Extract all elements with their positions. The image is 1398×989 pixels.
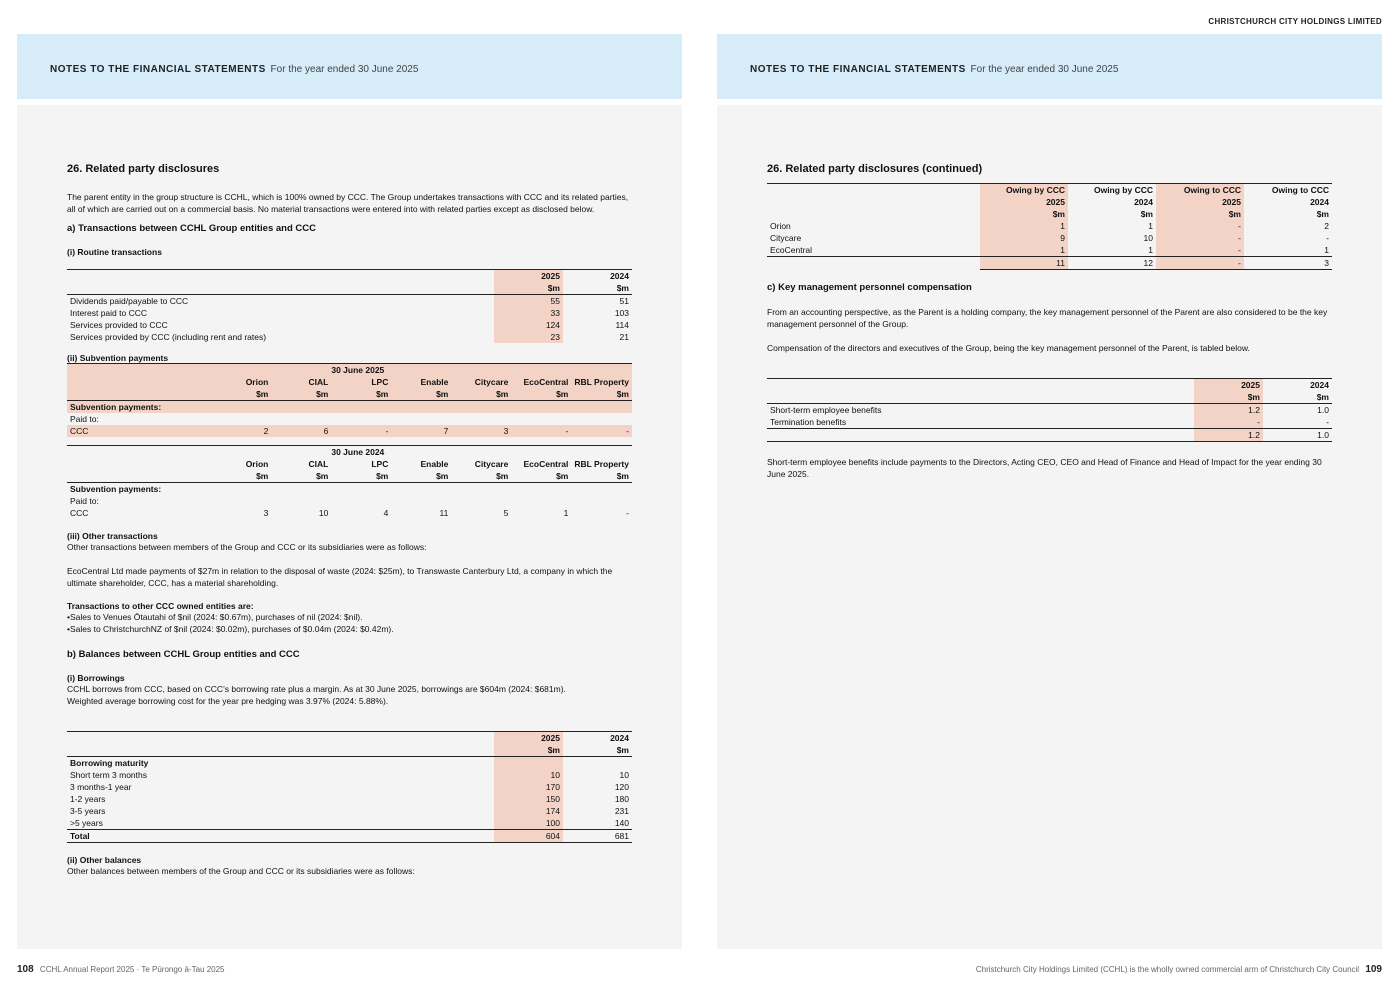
- section-title: 26. Related party disclosures (continued): [767, 163, 983, 175]
- header-subtitle: For the year ended 30 June 2025: [270, 64, 419, 75]
- other-transactions-text: Other transactions between members of the Group and CCC or its subsidiaries were as follows:: [67, 542, 427, 552]
- total-row: Total 604 681: [67, 830, 632, 843]
- unit-label: $m: [563, 282, 632, 295]
- table-row: >5 years 100 140: [67, 817, 632, 830]
- footer-text: CCHL Annual Report 2025 · Te Pūrongo ā-Tau 2025: [39, 965, 225, 974]
- table-row: Short term 3 months 10 10: [70, 770, 629, 780]
- table-row: Citycare 9 10 - -: [770, 233, 1329, 243]
- section-b-heading: b) Balances between CCHL Group entities and CCC: [67, 649, 300, 660]
- kmp-heading: c) Key management personnel compensation: [767, 282, 972, 293]
- footer-right: [976, 964, 1382, 975]
- borrowings-heading: (i) Borrowings: [67, 673, 125, 683]
- table-row: Orion 1 1 - 2: [770, 221, 1329, 231]
- other-balances-heading: (ii) Other balances: [67, 855, 142, 865]
- paid-to-label: Paid to:: [70, 414, 99, 424]
- row-heading: Subvention payments:: [70, 402, 162, 412]
- section-a-heading: a) Transactions between CCHL Group entities and CCC: [67, 223, 316, 234]
- table-row: Termination benefits - -: [767, 416, 1332, 429]
- table-row: CCC 2 6 - 7 3 - -: [67, 425, 632, 437]
- table-row: Services provided by CCC (including rent and rates) 23 21: [70, 332, 629, 342]
- col-header-2025: 2025: [494, 270, 563, 283]
- row-heading: Subvention payments:: [70, 484, 162, 494]
- subvention-2024-table: 30 June 2024 Orion CIAL LPC Enable Citycare EcoCentral RBL Property $m $m $m $m $m $m $m Subvention payments: Paid to: CCC 3 10 4 11 5 1 -: [67, 445, 632, 519]
- table-row: Short-term employee benefits 1.2 1.0: [770, 405, 1329, 415]
- footer-text: Christchurch City Holdings Limited (CCHL) is the wholly owned commercial arm of Christchurch City Council: [975, 965, 1360, 974]
- other-balances-text: Other balances between members of the Group and CCC or its subsidiaries were as follows:: [67, 866, 415, 876]
- table-row: CCC 3 10 4 11 5 1 -: [70, 508, 629, 518]
- table-row: 3-5 years 174 231: [70, 806, 629, 816]
- intro-paragraph: The parent entity in the group structure is CCHL, which is 100% owned by CCC. The Group undertakes transactions with CCC and its related parties, all of which are carried out on a commercial basis. No material transactions were entered into with related parties except as disclosed below.: [67, 192, 629, 214]
- header-subtitle: For the year ended 30 June 2025: [970, 64, 1119, 75]
- left-page: [17, 34, 682, 949]
- routine-heading: (i) Routine transactions: [67, 247, 162, 257]
- table-row: Services provided to CCC 124 114: [70, 320, 629, 330]
- header-title: NOTES TO THE FINANCIAL STATEMENTS: [750, 64, 966, 75]
- right-page-header: [717, 34, 1382, 99]
- right-content: [767, 163, 1332, 480]
- table-row: Dividends paid/payable to CCC 55 51: [70, 296, 629, 306]
- paid-to-label: Paid to:: [70, 496, 99, 506]
- table-row: EcoCentral 1 1 - 1: [767, 244, 1332, 257]
- subvention-heading: (ii) Subvention payments: [67, 353, 169, 363]
- period-2025: 30 June 2025: [331, 364, 451, 377]
- section-title: 26. Related party disclosures: [67, 163, 220, 175]
- total-row: 1.2 1.0: [767, 429, 1332, 442]
- other-entities-heading: Transactions to other CCC owned entities are:: [67, 601, 254, 611]
- ecocentral-text: EcoCentral Ltd made payments of $27m in relation to the disposal of waste (2024: $25m), to Transwaste Canterbury Ltd, a company in which the ultimate shareholder, CCC, has a material shareholding.: [67, 566, 613, 588]
- period-2024: 30 June 2024: [331, 446, 451, 459]
- kmp-table: 2025 2024 $m $m Short-term employee benefits 1.2 1.0 Termination benefits - - 1.2 1.0: [767, 378, 1332, 442]
- unit-label: $m: [494, 282, 563, 295]
- footer-left: [17, 964, 225, 975]
- list-item: • Sales to Venues Ōtautahi of $nil (2024: $0.67m), purchases of nil (2024: $nil).: [67, 611, 632, 623]
- borrowings-text: CCHL borrows from CCC, based on CCC’s borrowing rate plus a margin. As at 30 June 2025, borrowings are $604m (2024: $681m). Weighted average borrowing cost for the year pre hedging was 3.97% (2024: 5.88%).: [67, 684, 566, 706]
- brand-name: CHRISTCHURCH CITY HOLDINGS LIMITED: [1208, 17, 1382, 26]
- page-number: 109: [1365, 964, 1382, 975]
- kmp-note: Short-term employee benefits include payments to the Directors, Acting CEO, CEO and Head of Finance and Head of Impact for the year ending 30 June 2025.: [767, 457, 1322, 479]
- entities-list: [67, 611, 632, 635]
- table-row: Interest paid to CCC 33 103: [70, 308, 629, 318]
- table-row: 3 months-1 year 170 120: [70, 782, 629, 792]
- kmp-paragraph: From an accounting perspective, as the Parent is a holding company, the key management personnel of the Parent are also considered to be the key management personnel of the Group.: [767, 307, 1328, 329]
- left-page-header: [17, 34, 682, 99]
- owing-table: Owing by CCC Owing by CCC Owing to CCC Owing to CCC 2025 2024 2025 2024 $m $m $m $m Orion 1 1 - 2 Citycare 9 10 - - EcoCentral 1 1 - 1 11 12 - 3: [767, 183, 1332, 270]
- borrowing-maturity-table: 2025 2024 $m $m Borrowing maturity Short term 3 months 10 10 3 months-1 year 170 120 1-2 years 150 180 3-5 years 174 231 >5 years 100 140 Total 604 681: [67, 731, 632, 843]
- left-content: [67, 163, 632, 877]
- other-transactions-heading: (iii) Other transactions: [67, 531, 158, 541]
- total-row: 11 12 - 3: [767, 257, 1332, 270]
- right-page: [717, 34, 1382, 949]
- subvention-2025-table: 30 June 2025 Orion CIAL LPC Enable Citycare EcoCentral RBL Property $m $m $m $m $m $m $m Subvention payments: Paid to: CCC 2 6 - 7 3 - -: [67, 363, 632, 437]
- group-label: Borrowing maturity: [70, 758, 149, 768]
- list-item: • Sales to ChristchurchNZ of $nil (2024: $0.02m), purchases of $0.04m (2024: $0.42m).: [67, 623, 632, 635]
- col-header-2024: 2024: [563, 270, 632, 283]
- page-number: 108: [17, 964, 34, 975]
- kmp-paragraph: Compensation of the directors and executives of the Group, being the key management personnel of the Parent, is tabled below.: [767, 343, 1250, 353]
- routine-transactions-table: [67, 269, 632, 343]
- table-row: 1-2 years 150 180: [70, 794, 629, 804]
- header-title: NOTES TO THE FINANCIAL STATEMENTS: [50, 64, 266, 75]
